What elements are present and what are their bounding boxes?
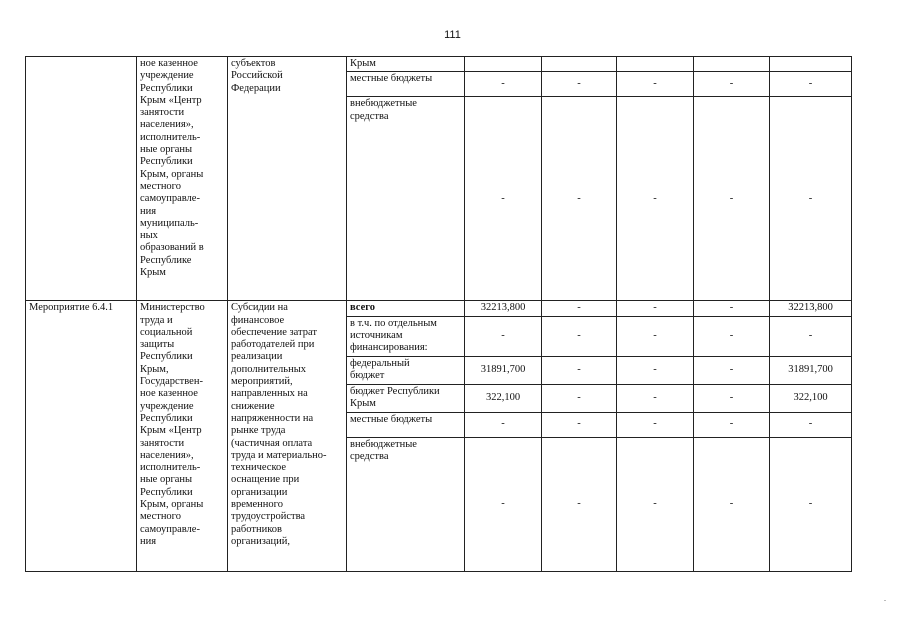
source-cell: Крым [347,57,465,72]
value-cell: - [694,356,770,384]
source-cell: федеральный бюджет [347,356,465,384]
measure-cell [26,57,137,301]
page-number: 111 [444,29,461,41]
value-cell: - [465,316,542,356]
value-cell: - [694,412,770,437]
value-cell: - [542,384,617,412]
value-cell: - [617,301,694,316]
value-cell: - [694,97,770,301]
source-cell: местные бюджеты [347,72,465,97]
value-cell [694,57,770,72]
value-cell: - [694,316,770,356]
scan-speck [884,600,886,601]
value-cell [542,57,617,72]
description-cell: Субсидии на финансовое обеспечение затрат работодателей при реализации дополнительных мероприятий, направленных на снижение напряженности на рынке труда (частичная оплата труда и материально- техническое оснащение при организации временного трудоустройства работников организаций, [228,301,347,571]
value-cell [617,57,694,72]
value-cell: - [770,72,852,97]
value-cell: - [694,384,770,412]
value-cell: 31891,700 [465,356,542,384]
value-cell: - [542,72,617,97]
value-cell: 32213,800 [770,301,852,316]
value-cell: - [465,412,542,437]
value-cell: - [770,316,852,356]
value-cell: 322,100 [465,384,542,412]
value-cell: - [542,301,617,316]
source-cell: бюджет Республики Крым [347,384,465,412]
value-cell [465,57,542,72]
value-cell: - [770,412,852,437]
value-cell: 31891,700 [770,356,852,384]
value-cell: - [770,437,852,571]
source-cell-total: всего [347,301,465,316]
source-cell: внебюджетные средства [347,437,465,571]
executor-cell: Министерство труда и социальной защиты Республики Крым, Государствен- ное казенное учреждение Республики Крым «Центр занятости населения», исполнитель- ные органы Республики Крым, органы местного самоуправле- ния [137,301,228,571]
value-cell: - [617,72,694,97]
value-cell: - [542,316,617,356]
table-row [26,57,852,72]
value-cell: - [694,72,770,97]
value-cell: - [617,356,694,384]
value-cell: - [542,97,617,301]
value-cell: 32213,800 [465,301,542,316]
value-cell: - [694,301,770,316]
value-cell: - [617,437,694,571]
value-cell: - [617,384,694,412]
value-cell: 322,100 [770,384,852,412]
source-cell: местные бюджеты [347,412,465,437]
description-cell: субъектов Российской Федерации [228,57,347,301]
source-cell: внебюджетные средства [347,97,465,301]
measure-cell: Мероприятие 6.4.1 [26,301,137,571]
executor-cell: ное казенное учреждение Республики Крым «Центр занятости населения», исполнитель- ные органы Республики Крым, органы местного самоуправле- ния муниципаль- ных образований в Республике Крым [137,57,228,301]
source-cell: в т.ч. по отдельным источникам финансирования: [347,316,465,356]
value-cell: - [465,437,542,571]
value-cell: - [542,412,617,437]
value-cell: - [465,72,542,97]
value-cell: - [542,356,617,384]
value-cell: - [770,97,852,301]
value-cell: - [542,437,617,571]
value-cell: - [694,437,770,571]
table-row [26,301,852,316]
value-cell [770,57,852,72]
value-cell: - [617,97,694,301]
value-cell: - [465,97,542,301]
value-cell: - [617,316,694,356]
value-cell: - [617,412,694,437]
funding-table [25,56,852,572]
